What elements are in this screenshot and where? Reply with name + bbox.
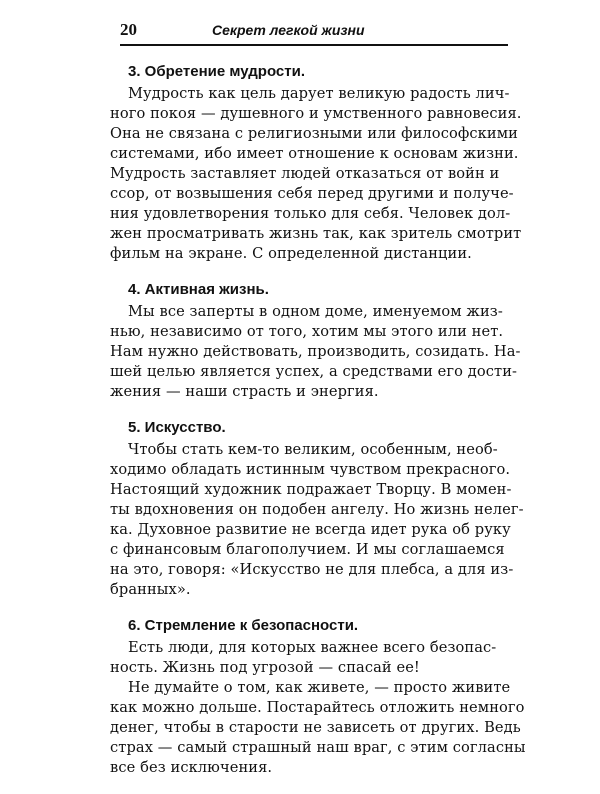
text-line: Не думайте о том, как живете, — просто живите	[128, 679, 511, 696]
text-line: ния удовлетворения только для себя. Человек дол-	[110, 205, 511, 222]
text-line: шей целью является успех, а средствами его дости-	[110, 363, 518, 380]
text-line: ты вдохновения он подобен ангелу. Но жизнь нелег-	[110, 501, 524, 518]
page-header	[120, 18, 508, 46]
section-art	[110, 418, 524, 600]
text-line: Мудрость заставляет людей отказаться от войн и	[110, 165, 500, 182]
page-number: 20	[120, 20, 137, 39]
text-line: денег, чтобы в старости не зависеть от других. Ведь	[110, 719, 521, 736]
text-line: как можно дольше. Постарайтесь отложить немного	[110, 699, 525, 716]
text-line: Чтобы стать кем-то великим, особенным, необ-	[128, 441, 498, 458]
section-wisdom	[110, 62, 522, 264]
text-line: Мудрость как цель дарует великую радость лич-	[128, 85, 510, 102]
text-line: Настоящий художник подражает Творцу. В момен-	[110, 481, 512, 498]
text-line: Мы все заперты в одном доме, именуемом жиз-	[128, 303, 503, 320]
section-heading: 6. Стремление к безопасности.	[128, 617, 359, 634]
section-security	[110, 616, 526, 778]
text-line: системами, ибо имеет отношение к основам жизни.	[110, 145, 519, 162]
text-line: Есть люди, для которых важнее всего безопас-	[128, 639, 497, 656]
text-line: Она не связана с религиозными или философскими	[110, 125, 518, 142]
text-line: жения — наши страсть и энергия.	[110, 383, 379, 400]
text-line: ка. Духовное развитие не всегда идет рука об руку	[110, 521, 511, 538]
text-line: бранных».	[110, 581, 191, 598]
text-line: фильм на экране. С определенной дистанции.	[110, 245, 472, 262]
text-line: на это, говоря: «Искусство не для плебса, а для из-	[110, 561, 514, 578]
page-content	[110, 62, 526, 794]
text-line: с финансовым благополучием. И мы соглашаемся	[110, 541, 505, 558]
running-title: Секрет легкой жизни	[212, 22, 365, 38]
section-heading: 5. Искусство.	[128, 419, 226, 436]
text-line: жен просматривать жизнь так, как зритель смотрит	[110, 225, 522, 242]
text-line: ходимо обладать истинным чувством прекрасного.	[110, 461, 511, 478]
text-line: ного покоя — душевного и умственного равновесия.	[110, 105, 522, 122]
section-heading: 3. Обретение мудрости.	[128, 63, 305, 80]
text-line: ность. Жизнь под угрозой — спасай ее!	[110, 659, 420, 676]
text-line: Нам нужно действовать, производить, созидать. На-	[110, 343, 521, 360]
text-line: все без исключения.	[110, 759, 273, 776]
text-line: нью, независимо от того, хотим мы этого или нет.	[110, 323, 504, 340]
text-line: ссор, от возвышения себя перед другими и получе-	[110, 185, 514, 202]
section-active-life	[110, 280, 521, 402]
section-heading: 4. Активная жизнь.	[128, 281, 269, 298]
text-line: страх — самый страшный наш враг, с этим согласны	[110, 739, 526, 756]
